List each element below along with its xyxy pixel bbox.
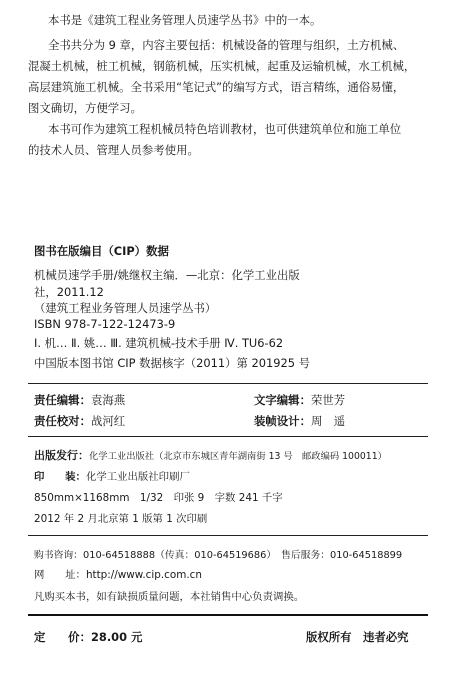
purchase-line: 购书咨询：010-64518888（传真：010-64519686） 售后服务：010-64518899 xyxy=(34,550,403,561)
intro-line-3: 混凝土机械，桩工机械，钢筋机械，压实机械，起重及运输机械，水工机械， xyxy=(28,59,416,73)
divider-3 xyxy=(28,535,428,536)
publisher-text: 化学工业出版社（北京市东城区青年湖南街 13 号 邮政编码 100011） xyxy=(89,451,387,462)
website-label: 网 址： xyxy=(34,569,86,581)
divider-4 xyxy=(28,614,428,616)
intro-line-6: 本书可作为建筑工程机械员特色培训教材，也可供建筑单位和施工单位 xyxy=(48,122,402,136)
text-editor-row xyxy=(254,391,345,409)
price-row xyxy=(34,628,142,646)
text-editor-label: 文字编辑： xyxy=(254,393,311,407)
copyright-notice: 版权所有 违者必究 xyxy=(306,630,409,644)
intro-line-4: 高层建筑施工机械。全书采用“笔记式”的编写方式，语言精练，通俗易懂， xyxy=(28,80,405,94)
edition-line: 2012 年 2 月北京第 1 版第 1 次印刷 xyxy=(34,513,208,525)
cip-isbn: ISBN 978-7-122-12473-9 xyxy=(34,317,176,331)
format-line: 850mm×1168mm 1/32 印张 9 字数 241 千字 xyxy=(34,492,283,504)
editor-row xyxy=(34,391,125,409)
design-row xyxy=(254,412,345,430)
price-label: 定 价： xyxy=(34,630,91,644)
divider-2 xyxy=(28,436,428,437)
printer-name: 化学工业出版社印刷厂 xyxy=(85,471,190,483)
website-row xyxy=(34,567,202,583)
design-label: 装帧设计： xyxy=(254,414,311,428)
cip-line-2: 社，2011.12 xyxy=(34,285,104,299)
publisher-row xyxy=(34,448,387,465)
design-name: 周 遥 xyxy=(310,414,346,428)
print-row xyxy=(34,469,190,485)
text-editor-name: 荣世芳 xyxy=(310,393,346,407)
editor-name: 袁海燕 xyxy=(90,393,126,407)
proof-row xyxy=(34,412,125,430)
print-label: 印 装： xyxy=(34,471,86,483)
intro-line-1: 本书是《建筑工程业务管理人员速学丛书》中的一本。 xyxy=(48,13,322,27)
intro-line-7: 的技术人员、管理人员参考使用。 xyxy=(28,143,199,157)
cip-heading: 图书在版编目（CIP）数据 xyxy=(34,244,169,258)
cip-classification: Ⅰ. 机… Ⅱ. 姚… Ⅲ. 建筑机械-技术手册 Ⅳ. TU6-62 xyxy=(34,336,284,350)
cip-line-3: （建筑工程业务管理人员速学丛书） xyxy=(34,301,217,315)
editor-label: 责任编辑： xyxy=(34,393,91,407)
divider-1 xyxy=(28,383,428,384)
notice-line: 凡购买本书，如有缺损质量问题，本社销售中心负责调换。 xyxy=(34,591,305,603)
intro-line-5: 图文确切，方便学习。 xyxy=(28,101,142,115)
website-url[interactable]: http://www.cip.com.cn xyxy=(85,569,202,581)
proof-label: 责任校对： xyxy=(34,414,91,428)
intro-line-2: 全书共分为 9 章，内容主要包括：机械设备的管理与组织，土方机械、 xyxy=(48,38,405,52)
cip-line-1: 机械员速学手册/姚继权主编．—北京：化学工业出版 xyxy=(34,268,300,282)
cip-record-number: 中国版本图书馆 CIP 数据核字（2011）第 201925 号 xyxy=(34,356,310,370)
price-value: 28.00 元 xyxy=(90,630,143,644)
proof-name: 战河红 xyxy=(90,414,126,428)
publisher-label: 出版发行： xyxy=(34,449,89,462)
